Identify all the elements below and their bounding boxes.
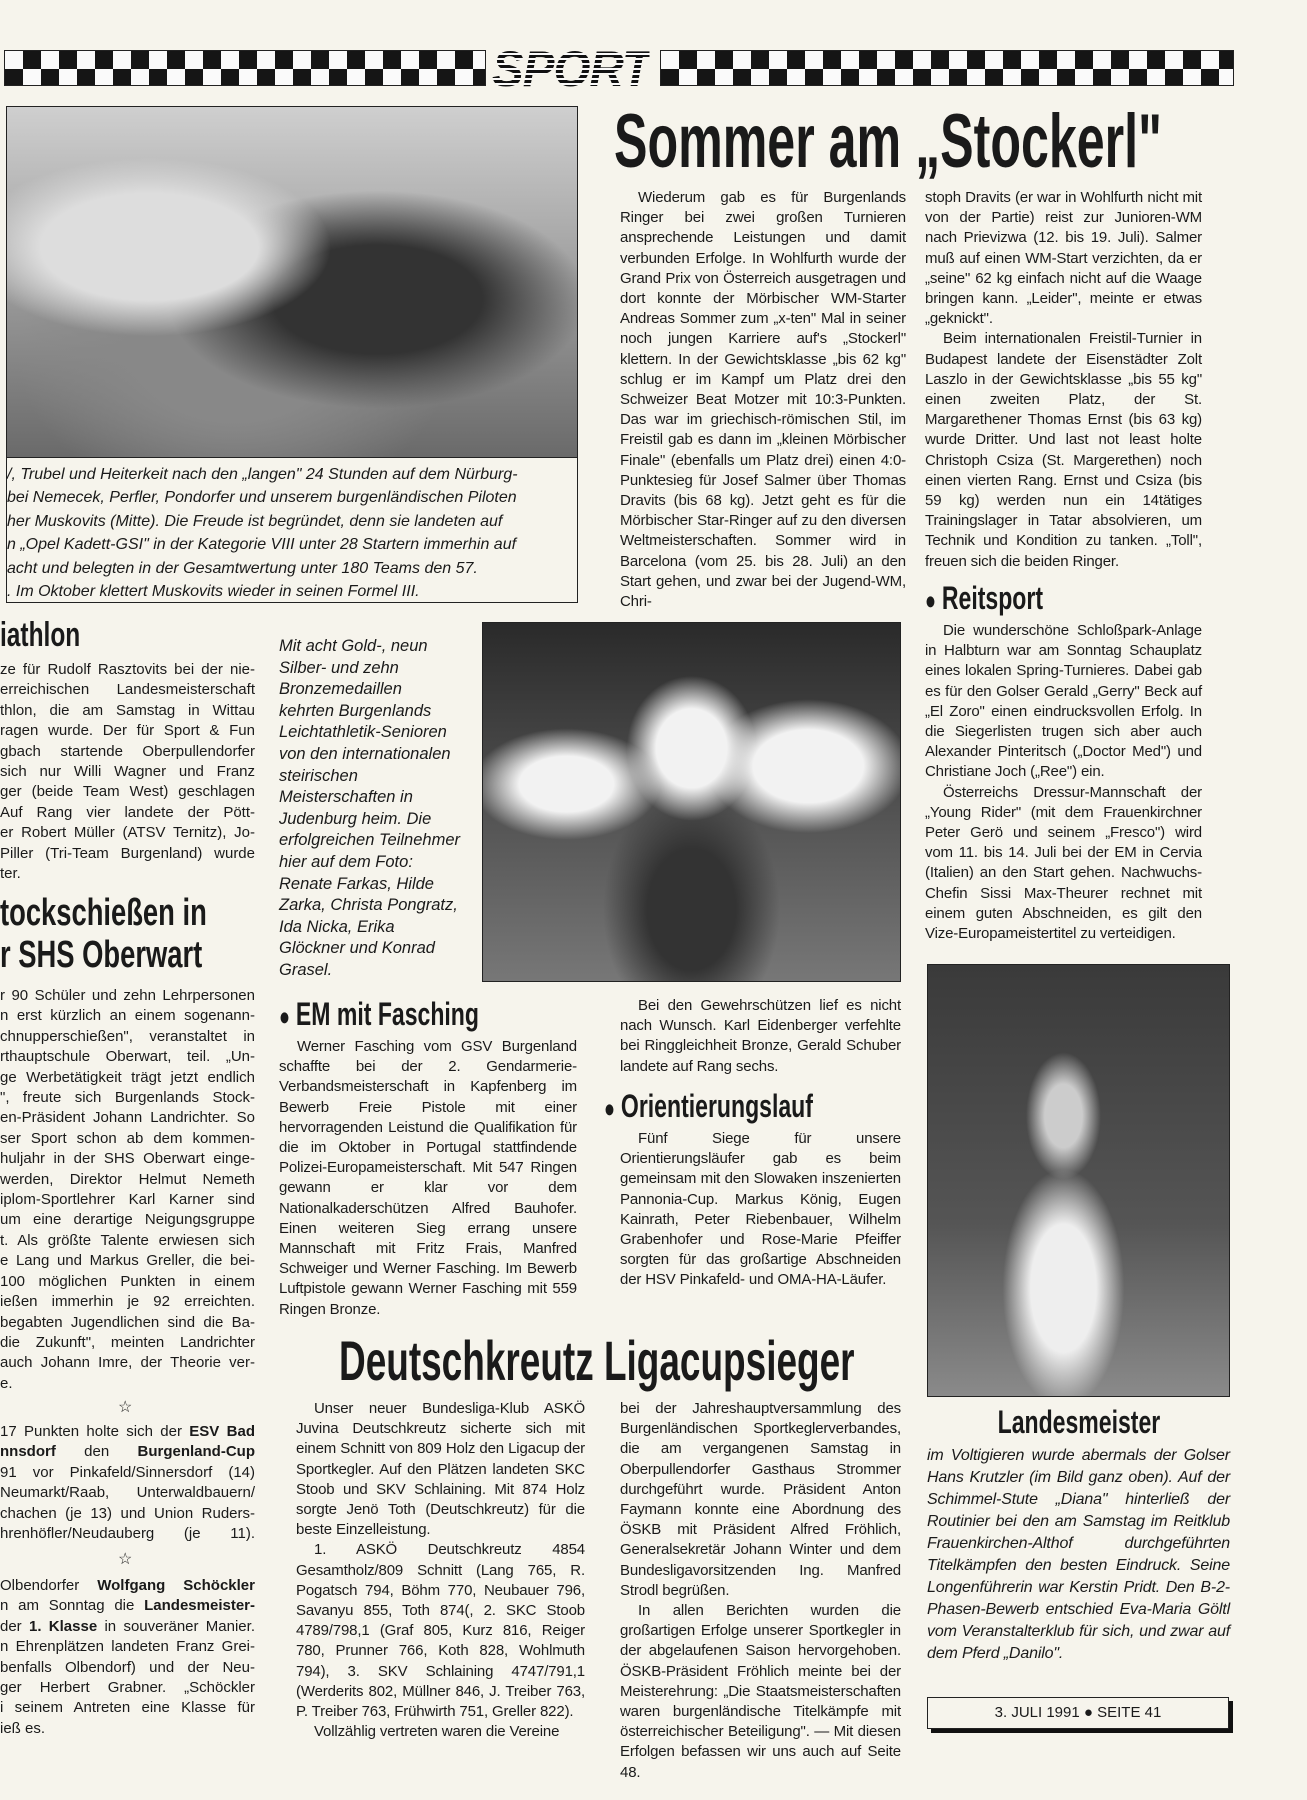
headline-deutschkreutz [339,1328,1120,1393]
text-segment: n am Sonntag die [0,1597,145,1615]
paragraph: Werner Fasching vom GSV Burgenland schaffte bei der 2. Gendarmerie-Verbandsmeisterschaft in Kapfenberg im Bewerb Freie Pistole mit einer hervorragenden Leistund die Qualifikation für die im Oktober in Portugal stattfindende Polizei-Europameisterschaft. Mit 547 Ringen gewann er klar vor dem Nationalkaderschützen Alfred Bauhofer. Einen weiteren Sieg errang unsere Mannschaft mit Fritz Frais, Manfred Schweiger und Werner Fasching. Im Bewerb Luftpistole gewann Werner Fasching mit 559 Ringen Bronze. [279,1038,577,1318]
article-column [279,1037,577,1320]
paragraph: im Voltigieren wurde abermals der Golser Hans Krutzler (im Bild ganz oben). Auf der Schimmel-Stute „Diana" hinterließ der Routinier bei den am Samstag im Reitklub Frauenkirchen-Althof durchgeführten Titelkämpfen den besten Eindruck. Seine Longenführerin war Kerstin Pridt. Den B-2-Phasen-Bewerb entschied Eva-Maria Göltl vom Veranstalterklub für sich, und zwar auf dem Pferd „Danilo". [927,1447,1230,1662]
star-separator-icon: ☆ [118,1551,133,1568]
text-segment: chachen (je 13) und Union Ruders- [0,1504,255,1522]
text-line: thlon, die am Samstag in Wittau [0,701,255,719]
text-line [0,1617,255,1637]
text-line [0,1698,255,1718]
text-line [0,1422,255,1442]
text-line [0,1719,255,1739]
heading-em-fasching [279,996,557,1033]
checker-banner-right [660,50,1234,86]
heading-text: EM mit Fasching [295,996,479,1032]
paragraph: Vollzählig vertreten waren die Vereine [314,1723,560,1741]
date-page-box [927,1697,1229,1729]
page-number: SEITE 41 [1097,1704,1162,1721]
text-segment: in souveräner Manier. [97,1617,255,1635]
heading-line: tockschießen in [0,892,207,934]
photo-senior-athletes [482,622,901,982]
text-line [0,1658,255,1678]
top-photo-frame [6,106,578,603]
bold-text: 1. Klasse [28,1617,98,1635]
text-line: 100 möglichen Punkten in einem [0,1272,255,1290]
text-line: ze für Rudolf Rasztovits bei der nie- [0,661,255,678]
paragraph: Fünf Siege für unsere Orientierungsläufer gab es beim gemeinsam mit den Slowaken inszenierten Pannonia-Cup. Markus König, Eugen Kainrath, Peter Riebenbauer, Wilhelm Grabenhofer und Rose-Marie Pfeiffer sorgten für das großartige Abschneiden der HSV Pinkafeld- und OMA-HA-Läufer. [620,1130,901,1289]
heading-triathlon [0,616,111,655]
bold-text: ESV Bad [189,1423,255,1440]
text-line: auch Johann Imre, der Theorie ver- [0,1354,255,1372]
article-column [620,996,901,1077]
text-line: bei Nemecek, Perfler, Pondorfer und unserem burgenländischen Piloten [7,489,517,507]
headline-wrestling [614,98,1307,185]
text-line [0,1678,255,1698]
heading-text: iathlon [0,616,81,654]
photo-caption [7,463,575,603]
text-segment: der [0,1617,29,1635]
paragraph: 1. ASKÖ Deutschkreutz 4854 Gesamtholz/809 Schnitt (Lang 765, R. Pogatsch 794, Böhm 770, Neubauer 796, Savanyu 855, Toth 874(, 2. SKC Stoob 4789/798,1 (Graf 805, Kurz 816, Reiger 780, Prunner 766, Koth 828, Wohlmuth 794), 3. SKV Schlaining 4747/791,1 (Werderits 802, Müllner 846, J. Treiber 763, P. Treiber 763, Frühwirth 751, Greller 822). [296,1541,585,1721]
text-line: e Lang und Markus Greller, die bei- [0,1252,255,1270]
text-line: rthauptschule Oberwart, teil. „Un- [0,1048,255,1066]
text-line: huljahr in der SHS Oberwart einge- [0,1150,255,1168]
section-title: SPORT [492,41,651,97]
paragraph: Unser neuer Bundesliga-Klub ASKÖ Juvina Deutschkreutz sicherte sich mit einem Schnitt von 809 Holz den Ligacup der Sportkegler. Auf den Plätzen landeten SKC Stoob und SKV Schlaining. Mit 874 Holz sorgte Jenö Toth (Deutschkreutz) für die beste Einzelleistung. [296,1400,585,1539]
text-line: n erst kürzlich an einem sogenann- [0,1007,255,1025]
text-segment: i seinem Antreten eine Klasse für [0,1699,255,1717]
paragraph: stoph Dravits (er war in Wohlfurth nicht mit von der Partie) reist zur Junioren-WM nach Prievizwa (12. bis 19. Juli). Salmer muß auf einen WM-Start verzichten, da er „seine" 62 kg einfach nicht auf die Waage bringen kann. „Leider", meinte er etwas „geknickt". [925,189,1202,328]
bullet-icon: ● [279,1003,291,1031]
text-line [0,1504,255,1524]
text-line: ießen immerhin je 92 erreichten. [0,1293,255,1311]
headline-text: Sommer am „Stockerl" [614,99,1162,184]
text-line: er Robert Müller (ATSV Ternitz), Jo- [0,824,255,842]
paragraph: Die wunderschöne Schloßpark-Anlage in Halbturn war am Sonntag Schauplatz eines lokalen Spring-Turnieres. Dabei gab es für den Golser Gerald „Gerry" Beck auf „El Zoro" einen eindrucksvollen Erfolg. In die Siegerlisten trugen sich aber auch Alexander Pinteritsch („Doctor Med") und Christiane Joch („Ree") ein. [925,622,1202,781]
paragraph: Österreichs Dressur-Mannschaft der „Young Rider" (mit dem Frauenkirchner Peter Gerö und seinem „Fresco") wird vom 11. bis 14. Juli bei der EM in Cervia (Italien) an den Start gehen. Nachwuchs-Chefin Sissi Max-Theurer rechnet mit einem guten Abschneiden, es gilt den Vize-Europameistertitel zu verteidigen. [925,783,1202,943]
paragraph: Mit acht Gold-, neun Silber- und zehn Bronzemedaillen kehrten Burgenlands Leichtathletik-Senioren von den internationalen steirischen Meisterschaften in Judenburg heim. Die erfolgreichen Teilnehmer hier auf dem Foto: Renate Farkas, Hilde Zarka, Christa Pongratz, Ida Nicka, Erika Glöckner und Konrad Grasel. [279,637,460,979]
text-segment: hrenhöfler/Neudauberg (je 11). [0,1525,255,1543]
bullet-icon: ● [1083,1704,1093,1721]
text-line: Auf Rang vier landete der Pött- [0,803,255,821]
paragraph: Bei den Gewehrschützen lief es nicht nach Wunsch. Karl Eidenberger verfehlte bei Ringgleichheit Bronze, Gerald Schuber landete auf Rang sechs. [620,997,901,1075]
text-line: werden, Direktor Helmut Nemeth [0,1170,255,1188]
text-line: ragen wurde. Der für Sport & Fun [0,722,255,740]
text-line: um eine derartige Neigungsgruppe [0,1211,255,1229]
bold-text: Landesmeister- [144,1597,255,1615]
text-segment: ger Herbert Grabner. „Schöckler [0,1679,255,1697]
bullet-icon: ● [604,1095,616,1123]
heading-line: r SHS Oberwart [0,934,203,976]
text-line: ", freute sich Burgenlands Stock- [0,1089,255,1107]
text-line [0,1463,255,1483]
article-column [620,1129,901,1291]
text-line: her Muskovits (Mitte). Die Freude ist begründet, denn sie landeten auf [7,512,503,530]
paragraph: In allen Berichten wurden die großartigen Erfolge unserer Sportkegler in der abgelaufenen Saison hervorgehoben. ÖSKB-Präsident Fröhlich meinte bei der Meisterehrung: „Die Staatsmeisterschaften waren burgenländische Titelkämpfe mit österreichischer Beteiligung". — Mit diesen Erfolgen befassen wir uns auch auf Seite 48. [620,1602,901,1781]
bold-text: Wolfgang Schöckler [97,1577,255,1594]
text-line: e. [0,1374,13,1392]
seniors-blurb [279,636,461,982]
text-segment: n Ehrenplätzen landeten Franz Grei- [0,1638,255,1656]
text-line: n „Opel Kadett-GSI" in der Kategorie VIII unter 28 Startern immerhin auf [7,536,517,554]
heading-reitsport [925,580,1089,617]
text-line: ge Werbetätigkeit trägt jetzt endlich [0,1068,255,1086]
article-column [925,621,1202,944]
text-line: Piller (Tri-Team Burgenland) wurde [0,844,255,862]
article-column [620,188,906,612]
text-segment: 91 vor Pinkafeld/Sinnersdorf (14) [0,1463,255,1481]
heading-text: Reitsport [941,580,1044,616]
text-line: erreichischen Landesmeisterschaft [0,681,255,699]
headline-text: Deutschkreutz Ligacupsieger [339,1329,855,1392]
text-segment: den [55,1443,138,1461]
text-line: die Zukunft", meinten Landrichter [0,1333,255,1351]
heading-landesmeister [927,1404,1230,1441]
text-line: t. Als größte Talente erwiesen sich [0,1231,255,1249]
stockschiessen-text [0,986,255,1394]
text-line [0,1442,255,1462]
text-line [0,1576,255,1596]
text-line [0,1637,255,1657]
article-column [925,188,1202,572]
text-segment: ieß es. [0,1719,46,1737]
photo-racing-drivers [6,106,578,458]
paragraph: bei der Jahreshauptversammlung des Burgenländischen Sportkeglerverbandes, die am vergangenen Samstag in Oberpullendorfer Gasthaus Strommer durchgeführt wurde. Präsident Anton Faymann konnte eine Abordnung des ÖSKB mit Präsident Alfred Fröhlich, Generalsekretär Johann Winter und dem Bundesligavorsitzenden Ing. Manfred Strodl begrüßen. [620,1400,901,1599]
text-line [0,1483,255,1503]
bold-text: Burgenland-Cup [137,1443,255,1461]
heading-orientierungslauf [604,1088,894,1125]
text-segment: 17 Punkten holte sich der [0,1423,190,1440]
schoeckler-text [0,1576,255,1739]
star-separator-icon: ☆ [118,1399,133,1416]
cup-text [0,1422,255,1544]
text-line: ser Sport schon ab dem kommen- [0,1129,255,1147]
text-line: ter. [0,865,21,883]
text-line: ger (beide Team West) geschlagen [0,783,255,801]
text-line: gbach startende Oberpullendorfer [0,742,255,760]
article-column [620,1399,901,1783]
text-segment: Olbendorfer [0,1577,98,1594]
paragraph: Wiederum gab es für Burgenlands Ringer bei zwei großen Turnieren ansprechende Leistungen und damit verbunden Erfolge. In Wohlfurth wurde der Grand Prix von Österreich ausgetragen und dort konnte der Mörbischer WM-Starter Andreas Sommer zum „x-ten" Mal in seiner noch jungen Karriere auf's „Stockerl" klettern. In der Gewichtsklasse „bis 62 kg" schlug er im Kampf um Platz drei den Schweizer Beat Motzer mit 10:3-Punkten. Das war im griechisch-römischen Stil, im Freistil gab es dann im „kleinen Mörbischer Finale" (ebenfalls um Platz drei) einen 4:0-Punktesieg für Josef Salmer über Thomas Dravits (bis 68 kg). Jetzt geht es für die Mörbischer Star-Ringer auf zu den diversen Weltmeisterschaften. Sommer wird in Barcelona (vom 25. bis 28. Juli) an den Start gehen, und zwar bei der Jugend-WM, Chri- [620,189,906,611]
text-line: begabten Jugendlichen sind die Ba- [0,1313,255,1331]
article-column [927,1445,1230,1665]
text-line: chnupperschießen", veranstaltet in [0,1027,255,1045]
text-line: iplom-Sportlehrer Karl Karner sind [0,1191,255,1209]
article-column [296,1399,585,1742]
text-line: sich nur Willi Wagner und Franz [0,763,255,781]
text-line: r 90 Schüler und zehn Lehrpersonen [0,987,255,1004]
heading-text: Orientierungslauf [620,1088,813,1124]
issue-date: 3. JULI 1991 [994,1704,1080,1721]
text-line: acht und belegten in der Gesamtwertung unter 180 Teams den 57. [7,559,478,577]
text-line: . Im Oktober klettert Muskovits wieder in seinen Formel III. [7,583,420,601]
checker-banner-left [4,50,486,86]
text-line [0,1596,255,1616]
paragraph: Beim internationalen Freistil-Turnier in Budapest landete der Eisenstädter Zolt Laszlo in der Gewichtsklasse „bis 55 kg" einen zweiten Platz, der St. Margarethener Thomas Ernst (bis 63 kg) wurde Dritter. Und last not least holte Christoph Csiza (St. Margerethen) noch einen vierten Rang. Ernst und Csiza (bis 59 kg) werden nun ein 14tätiges Trainingslager in Tatar absolvieren, um Technik und Kondition zu tanken. „Toll", freuen sich die beiden Ringer. [925,330,1202,570]
heading-text: Landesmeister [997,1404,1160,1440]
text-segment: Neumarkt/Raab, Unterwaldbauern/ [0,1484,255,1502]
text-line: /, Trubel und Heiterkeit nach den „langen" 24 Stunden auf dem Nürburg- [7,466,518,483]
text-line: en-Präsident Johann Landrichter. So [0,1109,255,1127]
triathlon-text [0,660,255,884]
text-line [0,1524,255,1544]
bullet-icon: ● [925,587,937,615]
text-segment: benfalls Olbendorf) und der Neu- [0,1658,255,1676]
bold-text: nnsdorf [0,1443,56,1461]
heading-stockschiessen [0,892,287,976]
